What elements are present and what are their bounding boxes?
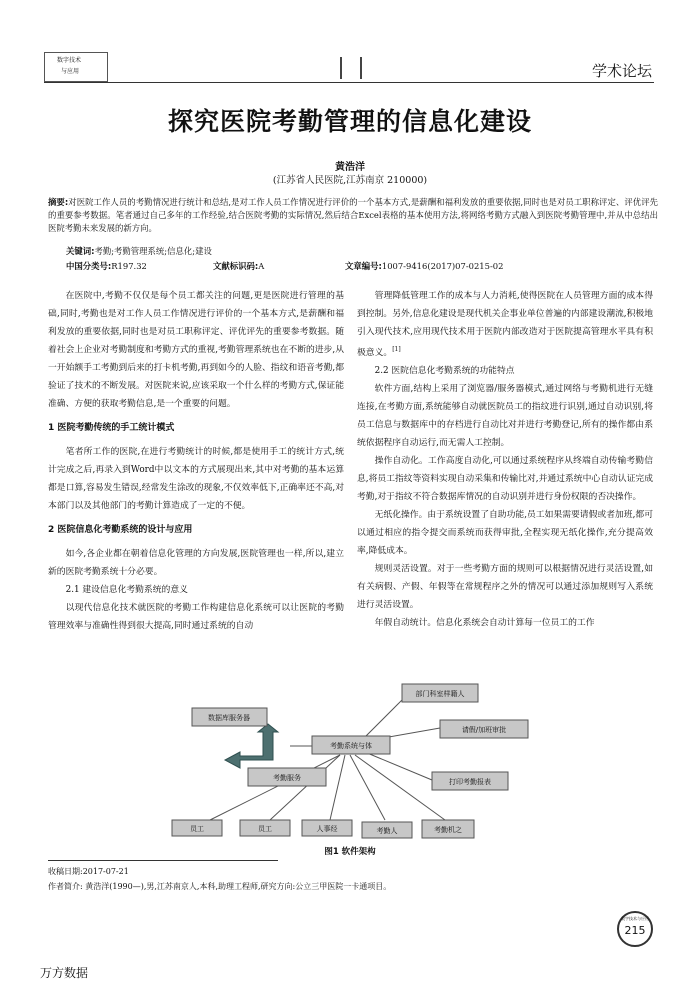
data-flow-arrow xyxy=(225,724,278,768)
header-rule xyxy=(44,82,654,83)
node-print-report xyxy=(432,772,508,790)
node-attendant xyxy=(362,822,412,838)
node-attendance-service xyxy=(248,768,326,786)
paragraph: 笔者所工作的医院,在进行考勤统计的时候,都是使用手工的统计方式,统计完成之后,再录入到Word中以文本的方式展现出来,其中对考勤的基本运算都是口算,容易发生错误,经常发生涂改的现象,不仅效率低下,正确率还不高,对本部门以及其他部门的考勤计算造成了一定的不便。 xyxy=(48,447,344,511)
journal-logo-line1: 数字技术 xyxy=(57,57,82,64)
node-employee-1 xyxy=(172,820,222,836)
clc-number xyxy=(66,260,147,272)
subsection-heading-2-2: 2.2 医院信息化考勤系统的功能特点 xyxy=(374,365,515,376)
keywords-text: 考勤;考勤管理系统;信息化;建设 xyxy=(94,246,212,256)
paragraph: 软件方面,结构上采用了浏览器/服务器模式,通过网络与考勤机进行无缝连接,在考勤方面,系统能够自动就医院员工的指纹进行识别,通过自动识别,将员工信息与数据库中的存档进行自动比对并进行考勤登记,所有的操作都由系统依据程序自动运行,而无需人工控制。 xyxy=(357,383,653,448)
paragraph: 以现代信息化技术就医院的考勤工作构建信息化系统可以让医院的考勤管理效率与准确性得到很大提高,同时通过系统的自动 xyxy=(48,603,344,631)
keywords-label: 关键词: xyxy=(66,246,95,256)
abstract-text: 对医院工作人员的考勤情况进行统计和总结,是对工作人员工作情况进行评价的一个基本方式,是薪酬和福利发放的重要依据,同时也是对员工职称评定、评优评先的重要参考数据。笔者通过自己多年的工作经验,结合医院考勤的实际情况,然后结合Excel表格的基本使用方法,将网络考勤方式融入到医院考勤管理中,并从中总结出医院考勤未来发展的新方向。 xyxy=(48,197,658,233)
node-label: 员工 xyxy=(258,825,272,833)
author-affiliation: (江苏省人民医院,江苏南京 210000) xyxy=(272,175,428,186)
badge-journal-text: 数字技术与应用 xyxy=(621,916,649,921)
section-heading-2: 2 医院信息化考勤系统的设计与应用 xyxy=(48,525,193,535)
abstract xyxy=(48,196,658,235)
node-label: 部门科室样籍人 xyxy=(415,690,465,698)
node-label: 数据库服务器 xyxy=(208,714,250,722)
connector xyxy=(270,755,340,820)
clc-value: R197.32 xyxy=(111,261,147,271)
article-no-label: 文章编号: xyxy=(345,261,382,271)
paragraph-text: 管理降低管理工作的成本与人力消耗,使得医院在人员管理方面的成本得到控制。另外,信息化建设是现代机关企事业单位普遍的内部建设潮流,积极地引入现代技术,应用现代技术用于医院内部改造对于医院提高管理水平具有积极意义。 xyxy=(357,291,653,358)
node-label: 考勤人 xyxy=(376,827,398,835)
abstract-label: 摘要: xyxy=(48,197,69,207)
subsection-heading-2-1: 2.1 建设信息化考勤系统的意义 xyxy=(65,585,188,595)
node-leave-approval xyxy=(440,720,528,738)
page-number: 215 xyxy=(624,924,646,937)
node-database-server xyxy=(192,708,267,726)
paragraph xyxy=(357,287,653,362)
paragraph: 如今,各企业都在朝着信息化管理的方向发展,医院管理也一样,所以,建立新的医院考勤系统十分必要。 xyxy=(48,549,344,577)
footnote-received: 收稿日期:2017-07-21 xyxy=(48,867,129,876)
journal-logo-line2: 与应用 xyxy=(61,68,80,75)
paragraph: 无纸化操作。由于系统设置了自助功能,员工如果需要请假或者加班,都可以通过相应的指令提交而系统而获得审批,全程实现无纸化操作,充分提高效率,降低成本。 xyxy=(357,509,653,556)
node-label: 考勤机之 xyxy=(434,826,462,834)
connector xyxy=(350,755,385,820)
section-heading-1: 1 医院考勤传统的手工统计模式 xyxy=(48,423,175,433)
node-attendance-machine xyxy=(422,820,474,838)
node-attendance-system xyxy=(312,736,390,754)
keywords xyxy=(66,245,212,257)
journal-logo-box xyxy=(44,52,108,82)
node-label: 打印考勤报表 xyxy=(449,778,491,786)
paragraph: 在医院中,考勤不仅仅是每个员工都关注的问题,更是医院进行管理的基础,同时,考勤也是对工作人员工作情况进行评价的一个基本方式,是薪酬和福利发放的重要依据,同时也是对员工职称评定、评优评先的重要参考数据。随着社会上企业对考勤制度和考勤方式的重视,考勤管理系统也在不断的进步,从一开始额手工考勤到后来的打卡机考勤,再到如今的人脸、指纹和语音考勤,都验证了技术的不断发展。对医院来说,应该采取一个什么样的考勤方式,保证能准确、方便的获取考勤信息,是一个重要的问题。 xyxy=(48,291,344,409)
article-title: 探究医院考勤管理的信息化建设 xyxy=(167,107,532,136)
footnote-author-bio: 作者简介: 黄浩洋(1990—),男,江苏南京人,本科,助理工程师,研究方向:公立三甲医院一卡通项目。 xyxy=(48,882,392,891)
connector xyxy=(210,755,340,820)
node-label: 员工 xyxy=(190,825,204,833)
node-label: 人事经 xyxy=(316,825,338,833)
left-column xyxy=(48,287,344,635)
paragraph: 年假自动统计。信息化系统会自动计算每一位员工的工作 xyxy=(374,617,595,628)
node-department xyxy=(402,684,478,702)
article-number xyxy=(345,260,503,272)
figure-caption: 图1 软件架构 xyxy=(324,847,376,857)
clc-label: 中国分类号: xyxy=(66,261,112,271)
footnote-rule xyxy=(48,860,278,861)
doc-label: 文献标识码: xyxy=(213,261,259,271)
right-column xyxy=(357,287,653,632)
header-divider-bars xyxy=(340,57,362,79)
citation-ref[interactable]: [1] xyxy=(392,346,401,353)
node-label: 考勤系统与体 xyxy=(330,742,372,750)
node-label: 考勤服务 xyxy=(273,774,301,782)
document-code xyxy=(213,260,264,272)
paragraph: 规则灵活设置。对于一些考勤方面的规则可以根据情况进行灵活设置,如有关病假、产假、年假等在常规程序之外的情况可以通过添加规则写入系统进行灵活设置。 xyxy=(357,563,653,610)
paragraph: 操作自动化。工作高度自动化,可以通过系统程序从终端自动传输考勤信息,将员工指纹等资料实现自动采集和传输比对,并通过系统中心自动认证完成考勤,对于指纹不符合数据库情况的自动识别并进行身份权限的否决操作。 xyxy=(357,455,653,502)
article-no-value: 1007-9416(2017)07-0215-02 xyxy=(381,261,504,271)
connector xyxy=(330,755,345,820)
watermark: 万方数据 xyxy=(40,966,89,980)
section-title: 学术论坛 xyxy=(591,62,652,80)
article-author: 黄浩洋 xyxy=(335,162,365,173)
software-architecture-diagram xyxy=(170,680,550,840)
node-label: 请假/加班审批 xyxy=(461,726,507,734)
node-hr xyxy=(302,820,352,836)
doc-value: A xyxy=(258,261,265,271)
page-number-badge xyxy=(617,911,653,947)
node-employee-2 xyxy=(240,820,290,836)
